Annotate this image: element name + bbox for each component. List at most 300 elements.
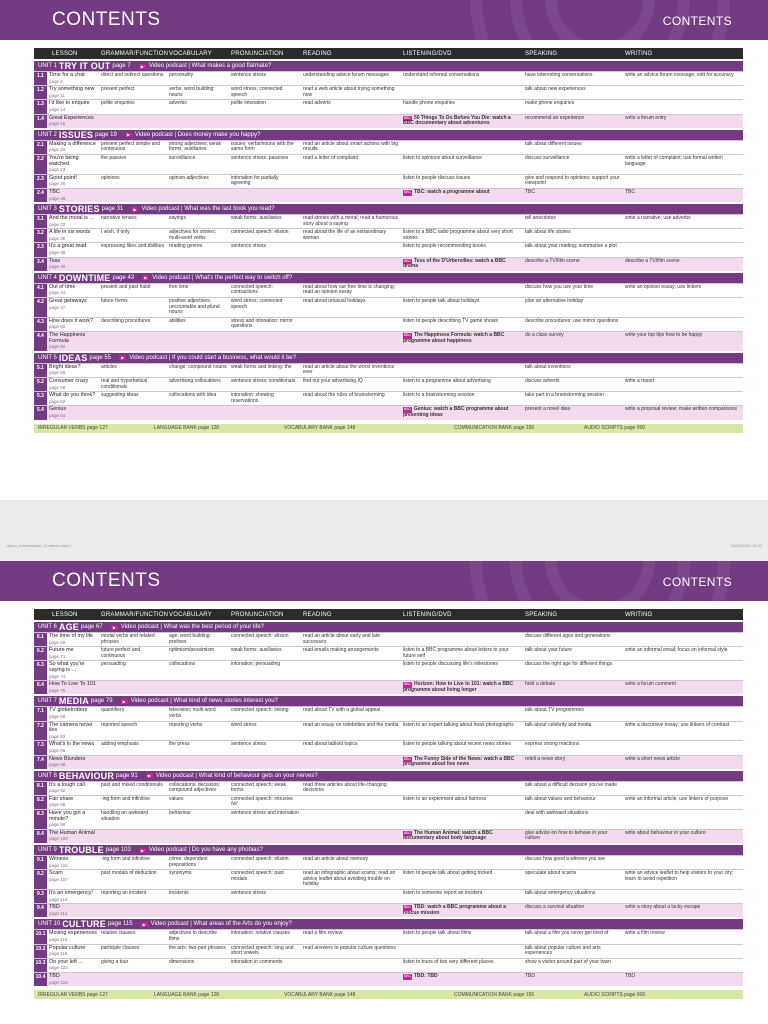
lesson-row [34, 795, 743, 809]
unit-name: TROUBLE [58, 845, 104, 856]
lesson-page: page 11 [49, 92, 65, 98]
writing-cell: write a film review [625, 930, 665, 937]
speaking-cell: talk about your reading; summarise a plot [525, 243, 617, 250]
lesson-title: Tess [49, 257, 61, 264]
lesson-title-cell [47, 870, 99, 889]
lesson-title-cell [47, 959, 99, 972]
footer-link[interactable]: AUDIO SCRIPTS page 000 [584, 425, 646, 432]
writing-cell: write a discursive essay; use linkers of contrast [625, 721, 730, 728]
unit-name: BEHAVIOUR [58, 770, 115, 781]
lesson-page: page 98 [49, 822, 66, 828]
column-header: LESSON [52, 611, 78, 618]
unit-page: page 31 [101, 206, 124, 213]
lesson-page: page 119 [49, 951, 68, 957]
writing-cell: write a letter of complaint; use formal written language [625, 154, 723, 167]
bbc-logo-icon: BBC [404, 682, 411, 687]
writing-cell: TBD [625, 972, 635, 979]
writing-cell [623, 959, 743, 972]
lesson-title-cell [47, 243, 99, 256]
grammar-cell: direct and indirect questions [101, 72, 164, 78]
speaking-cell: present a novel idea [525, 406, 571, 413]
unit-header [34, 204, 743, 214]
lesson-title-cell [47, 364, 99, 377]
bbc-logo-icon: BBC [404, 905, 411, 910]
lesson-row [34, 889, 743, 903]
footer-link[interactable]: IRREGULAR VERBS page 127 [38, 991, 108, 998]
grammar-cell [99, 756, 167, 769]
grammar-cell: participle clauses [101, 944, 140, 951]
lesson-row [34, 972, 743, 986]
grammar-cell: giving a tour [101, 958, 129, 965]
lesson-number: 7.4 [34, 756, 47, 769]
speaking-cell: do a class survey [525, 332, 564, 338]
grammar-cell: handling an awkward situation [101, 810, 148, 822]
listening-cell: listen to people describing TV game shows [403, 317, 498, 324]
lesson-number: 5.4 [34, 406, 47, 419]
footer-link[interactable]: LANGUAGE BANK page 128 [154, 991, 220, 998]
grammar-cell: present perfect [101, 86, 135, 93]
speaking-cell: deal with awkward situations [525, 810, 589, 817]
footer-link[interactable]: VOCABULARY BANK page 148 [284, 425, 356, 432]
lesson-title: The time of my life [49, 633, 94, 639]
footer-link[interactable]: COMMUNICATION BANK page 156 [454, 425, 535, 432]
lesson-page: page 62 [49, 398, 66, 404]
lesson-row [34, 188, 743, 202]
listening-text: TBD: watch a BBC programme about a rescue mission [403, 904, 506, 916]
reading-cell: read an article about memory [303, 856, 369, 863]
contents-page-1 [0, 0, 768, 500]
grammar-cell: past modals of deduction [101, 870, 157, 877]
lesson-page: page 23 [49, 167, 66, 173]
speaking-cell: give advice on how to behave in your culture [525, 829, 608, 842]
lesson-page: page 88 [49, 762, 66, 768]
unit-name: STORIES [58, 204, 100, 215]
vocabulary-cell [167, 681, 229, 694]
grammar-cell: modal verbs and related phrases [101, 633, 155, 645]
lesson-row [34, 283, 743, 297]
lesson-number: 5.2 [34, 378, 47, 391]
pronunciation-cell: connected speech: linking [231, 707, 289, 714]
listening-cell [401, 141, 523, 154]
pronunciation-cell: stress and intonation: mirror questions [231, 317, 293, 330]
reading-cell: read about how our free time is changing; read an opinion essay [303, 283, 395, 296]
lesson-row [34, 228, 743, 242]
vocabulary-cell [167, 973, 229, 986]
vocabulary-cell [167, 332, 229, 351]
lesson-title-cell [47, 258, 99, 271]
writing-cell [623, 856, 743, 869]
lesson-title-cell [47, 86, 99, 99]
unit-header [34, 696, 743, 706]
pronunciation-cell: intonation: persuading [231, 661, 281, 668]
unit-number: UNIT 2 [38, 131, 57, 138]
listening-cell [401, 633, 523, 646]
lesson-number: 1.3 [34, 100, 47, 113]
grammar-cell: past and mixed conditionals [101, 781, 163, 788]
lesson-row [34, 646, 743, 660]
lesson-number: 5.1 [34, 364, 47, 377]
reading-cell [301, 959, 401, 972]
writing-cell [623, 661, 743, 680]
reading-cell [301, 661, 401, 680]
lesson-title: Have you got a minute? [49, 810, 86, 822]
lesson-title-cell [47, 856, 99, 869]
listening-cell: listen to people talk about films [403, 930, 472, 937]
speaking-cell: talk about your future [525, 647, 572, 654]
writing-cell: write an advice forum message; edit for accuracy [625, 72, 734, 78]
lesson-row [34, 297, 743, 317]
writing-cell: TBC [625, 188, 635, 195]
writing-cell: describe a TV/film scene [625, 257, 680, 264]
vocabulary-cell: the press [169, 741, 190, 748]
lesson-title: It's an emergency! [49, 890, 93, 896]
grammar-cell: future perfect and continuous [101, 647, 141, 659]
grammar-cell: future forms [101, 298, 128, 305]
lesson-title: Bright ideas? [49, 363, 81, 370]
footer-link[interactable]: AUDIO SCRIPTS page 000 [584, 991, 646, 998]
video-podcast-icon: ▶ [121, 355, 125, 361]
unit-number: UNIT 4 [38, 274, 57, 281]
podcast-question: Video podcast | What makes a good flatmate? [148, 63, 272, 69]
unit-page: page 55 [89, 354, 112, 361]
reading-cell [301, 681, 401, 694]
unit-section [34, 273, 743, 351]
reading-cell [301, 904, 401, 917]
lesson-title-cell [47, 189, 99, 202]
footer-references [34, 424, 743, 433]
grammar-cell [99, 681, 167, 694]
pronunciation-cell: sentence stress [231, 72, 267, 78]
lesson-page: page 26 [49, 181, 66, 187]
lesson-row [34, 140, 743, 154]
reading-cell [301, 890, 401, 903]
lesson-title: You're being watched [49, 154, 79, 167]
lesson-number: 10.3 [34, 959, 47, 972]
lesson-row [34, 331, 743, 351]
grammar-cell [99, 258, 167, 271]
grammar-cell [99, 115, 167, 128]
grammar-cell: persuading [101, 661, 126, 668]
lesson-title-cell [47, 930, 99, 943]
lesson-title-cell [47, 72, 99, 85]
unit-section [34, 130, 743, 202]
reading-cell [301, 756, 401, 769]
unit-page: page 19 [95, 131, 117, 138]
lesson-title: How To Live To 101 [49, 681, 96, 688]
writing-cell: write an informal article; use linkers of purpose [625, 795, 729, 802]
unit-section [34, 696, 743, 768]
lesson-number: 8.4 [34, 830, 47, 843]
lesson-title-cell [47, 945, 99, 958]
lesson-title: TBC [49, 188, 60, 195]
grammar-cell: quantifiers [101, 707, 125, 714]
reading-cell: read an article about smart actions with big results [303, 140, 399, 153]
lesson-number: 4.2 [34, 298, 47, 317]
vocabulary-cell: age; word building: prefixes [169, 633, 211, 645]
contents-table [34, 48, 743, 433]
lesson-row [34, 721, 743, 741]
speaking-cell: hold a debate [525, 681, 556, 688]
listening-cell: listen to people recommending books [403, 243, 486, 250]
footer-link[interactable]: VOCABULARY BANK page 148 [284, 991, 356, 998]
writing-cell [623, 100, 743, 113]
podcast-question: Video podcast | What kind of behaviour gets on your nerves? [155, 772, 318, 779]
lesson-title-cell [47, 633, 99, 646]
listening-cell: listen to a BBC programme about letters to your future self [403, 647, 509, 659]
page-title-right: CONTENTS [662, 14, 732, 28]
lesson-number: 1.4 [34, 115, 47, 128]
listening-cell [401, 782, 523, 795]
lesson-number: 4.1 [34, 284, 47, 297]
column-headers [34, 609, 743, 620]
lesson-row [34, 214, 743, 228]
speaking-cell: discuss different ages and generations [525, 633, 611, 639]
lesson-number: 2.2 [34, 155, 47, 174]
speaking-cell: describe a TV/film scene [525, 257, 580, 264]
writing-cell: write a narrative; use adverbs [625, 215, 691, 222]
listening-cell: listen to people discuss issues [403, 174, 471, 181]
unit-page: page 67 [81, 624, 103, 630]
listening-cell [401, 258, 523, 271]
vocabulary-cell: adjectives to describe films [169, 930, 218, 942]
listening-text: TBD: TBD [413, 972, 438, 979]
unit-page: page 79 [90, 698, 113, 705]
speaking-cell: talk about inventions [525, 363, 571, 370]
listening-cell [401, 945, 523, 958]
writing-cell [623, 945, 743, 958]
vocabulary-cell: surveillance [169, 154, 196, 161]
grammar-cell: polite enquiries [101, 100, 135, 107]
listening-text: The Human Animal: watch a BBC documentary about body language [403, 829, 493, 842]
lesson-row [34, 944, 743, 958]
reading-cell: read three articles about life-changing decisions [303, 781, 387, 794]
pronunciation-cell: sentence stress: passives [231, 154, 289, 161]
lesson-title: Fair share [49, 795, 74, 802]
unit-name: TRY IT OUT [58, 61, 111, 71]
writing-cell: write an informal email; focus on informal style [625, 647, 728, 654]
lesson-row [34, 363, 743, 377]
listening-cell [401, 756, 523, 769]
page-gap-strip [0, 500, 768, 561]
footer-link[interactable]: IRREGULAR VERBS page 127 [38, 425, 108, 432]
reading-cell: read a letter of complaint [303, 154, 359, 161]
speaking-cell: discuss adverts [525, 377, 560, 384]
lesson-title: So what you're saying is ... [49, 661, 85, 673]
lesson-title: I'd like to enquire [49, 100, 90, 107]
vocabulary-cell: synonyms [169, 870, 192, 877]
video-podcast-icon: ▶ [142, 921, 146, 927]
lesson-title: Scam [49, 870, 63, 877]
grammar-cell: reported speech [101, 721, 138, 728]
reading-cell: read about tabloid topics [303, 741, 358, 748]
unit-header [34, 771, 743, 781]
pronunciation-cell [229, 756, 301, 769]
speaking-cell: talk about life stories [525, 229, 571, 236]
bbc-logo-icon: BBC [404, 258, 411, 263]
lesson-title-cell [47, 756, 99, 769]
lesson-page: page 14 [49, 106, 66, 112]
grammar-cell: relative clauses [101, 930, 136, 937]
reading-cell [301, 243, 401, 256]
lesson-number: 7.3 [34, 741, 47, 754]
lesson-title: TBD [49, 972, 60, 979]
lesson-title-cell [47, 175, 99, 188]
lesson-title-cell [47, 378, 99, 391]
vocabulary-cell: abilities [169, 317, 186, 324]
podcast-question: Video podcast | What areas of the Arts do you enjoy? [150, 921, 292, 928]
lesson-page: page 64 [49, 412, 66, 418]
writing-cell: write a short news article [625, 755, 681, 762]
reading-cell: read about the life of an extraordinary woman [303, 229, 387, 241]
reading-cell: read adverts [303, 100, 331, 107]
writing-cell: write a forum comment [625, 681, 676, 688]
lesson-number: 9.1 [34, 856, 47, 869]
reading-cell: read a film review [303, 930, 343, 937]
lesson-number: 9.2 [34, 870, 47, 889]
vocabulary-cell: incidents [169, 890, 189, 896]
podcast-question: Video podcast | What's the perfect way to switch off? [152, 274, 293, 281]
footer-link[interactable]: COMMUNICATION BANK page 156 [454, 991, 535, 998]
unit-page: page 43 [112, 274, 135, 281]
lesson-page: page 86 [49, 747, 66, 753]
pronunciation-cell: polite intonation [231, 100, 267, 107]
grammar-cell [99, 904, 167, 917]
lesson-title-cell [47, 661, 99, 680]
lesson-page: page 95 [49, 802, 66, 808]
lesson-title: Moving experiences [49, 930, 97, 937]
pronunciation-cell: weak forms and linking: the [231, 363, 292, 370]
lesson-number: 3.2 [34, 229, 47, 242]
lesson-title: Great Experiences [49, 114, 94, 121]
footer-link[interactable]: LANGUAGE BANK page 128 [154, 425, 220, 432]
speaking-cell: tell anecdotes [525, 215, 556, 222]
lesson-row [34, 855, 743, 869]
lesson-number: 6.4 [34, 681, 47, 694]
lesson-number: 9.3 [34, 890, 47, 903]
lesson-page: page 68 [49, 639, 66, 645]
lesson-title: The camera never lies [49, 721, 93, 734]
lesson-number: 6.3 [34, 661, 47, 680]
lesson-number: 2.1 [34, 141, 47, 154]
reading-cell: read stories with a moral; read a humorous story about a saying [303, 215, 399, 227]
writing-cell: write your top tips how to be happy [625, 332, 703, 338]
unit-header [34, 919, 743, 929]
lesson-row [34, 660, 743, 680]
writing-cell: write an opinion essay; use linkers [625, 283, 702, 290]
unit-section [34, 771, 743, 843]
column-header: LISTENING/DVD [403, 611, 452, 618]
vocabulary-cell: values [169, 795, 184, 802]
bbc-logo-icon: BBC [404, 333, 411, 337]
reading-cell [301, 796, 401, 809]
vocabulary-cell: optimism/pessimism [169, 647, 215, 654]
unit-number: UNIT 6 [38, 624, 57, 630]
unit-number: UNIT 10 [38, 921, 61, 928]
lesson-number: 9.4 [34, 904, 47, 917]
listening-cell: listen to opinions about surveillance [403, 154, 482, 161]
reading-cell [301, 318, 401, 331]
reading-cell [301, 406, 401, 419]
writing-cell [623, 175, 743, 188]
lesson-page: page 83 [49, 733, 66, 739]
lesson-page: page 52 [49, 344, 66, 350]
pronunciation-cell [229, 830, 301, 843]
speaking-cell: speculate about scams [525, 870, 577, 877]
speaking-cell: TBC [525, 188, 535, 195]
vocabulary-cell: change; compound nouns [169, 363, 227, 370]
unit-number: UNIT 7 [38, 698, 57, 705]
unit-number: UNIT 9 [38, 847, 57, 854]
grammar-cell: opinions [101, 174, 120, 181]
column-header: READING [303, 50, 332, 57]
pronunciation-cell [229, 258, 301, 271]
speaking-cell: talk about a difficult decision you've made [525, 781, 618, 788]
reading-cell: read about TV with a global appeal [303, 707, 381, 714]
lesson-title-cell [47, 830, 99, 843]
reading-cell: read an article about the worst inventions ever [303, 363, 395, 376]
video-podcast-icon: ▶ [140, 847, 144, 853]
writing-cell [623, 318, 743, 331]
lesson-title: It's a tough call [49, 781, 85, 788]
listening-cell: understand informal conversations [403, 72, 480, 78]
speaking-cell: talk about emergency situations [525, 890, 596, 896]
lesson-title-cell [47, 284, 99, 297]
speaking-cell: talk about a film you never get tired of [525, 930, 609, 937]
pronunciation-cell: weak forms: auxiliaries [231, 215, 282, 222]
lesson-title: The Happiness Formula [49, 332, 86, 344]
vocabulary-cell [167, 756, 229, 769]
lesson-number: 6.1 [34, 633, 47, 646]
grammar-cell [99, 406, 167, 419]
listening-text: TBC: watch a programme about [413, 188, 490, 195]
video-podcast-icon: ▶ [144, 275, 148, 281]
lesson-title: Consumer crazy [49, 377, 89, 384]
vocabulary-cell: sayings [169, 215, 186, 222]
lesson-number: 7.2 [34, 722, 47, 741]
unit-name: AGE [58, 622, 80, 632]
lesson-row [34, 809, 743, 829]
pronunciation-cell [229, 904, 301, 917]
podcast-question: Video podcast | Do you have any phobias? [148, 847, 263, 854]
lesson-title: How does it work? [49, 317, 94, 324]
pronunciation-cell [229, 681, 301, 694]
lesson-row [34, 405, 743, 419]
speaking-cell: discuss surveillance [525, 154, 570, 161]
writing-cell: write a story about a lucky escape [625, 904, 701, 911]
pronunciation-cell [229, 115, 301, 128]
lesson-number: 1.2 [34, 86, 47, 99]
column-header: WRITING [625, 50, 653, 57]
lesson-page: page 122 [49, 965, 68, 971]
column-header: GRAMMAR/FUNCTION [101, 50, 169, 57]
reading-cell: read emails making arrangements [303, 647, 379, 654]
unit-section [34, 845, 743, 917]
grammar-cell [99, 973, 167, 986]
pronunciation-cell [229, 332, 301, 351]
listening-cell: listen to people talk about holidays [403, 298, 480, 305]
bbc-logo-icon: BBC [404, 407, 411, 412]
lesson-row [34, 85, 743, 99]
bbc-logo-icon: BBC [404, 189, 411, 194]
reading-cell [301, 973, 401, 986]
podcast-question: Video podcast | What kind of news stories interest you? [130, 698, 278, 705]
reading-cell: read an article about early and late successes [303, 633, 380, 645]
lesson-number: 5.3 [34, 392, 47, 405]
vocabulary-cell: reading genres [169, 243, 203, 250]
pronunciation-cell: word stress; connected speech [231, 86, 283, 98]
lesson-title-cell [47, 155, 99, 174]
vocabulary-cell: advertising collocations [169, 377, 221, 384]
